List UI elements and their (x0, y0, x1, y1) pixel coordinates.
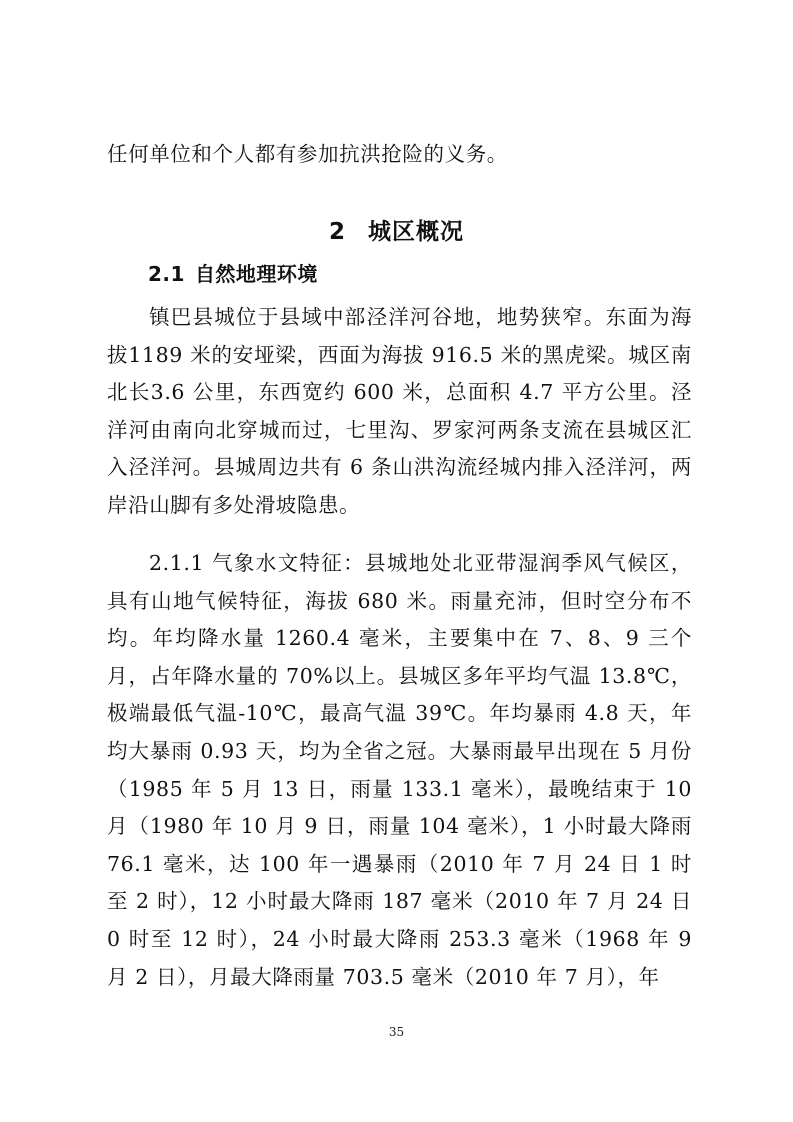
section-heading (0, 214, 793, 250)
section-title: 城区概况 (368, 219, 464, 245)
subsection-title: 自然地理环境 (194, 262, 318, 286)
subsection-number: 2.1 (148, 262, 185, 286)
section-number: 2 (328, 219, 346, 245)
intro-paragraph: 任何单位和个人都有参加抗洪抢险的义务。 (107, 142, 508, 166)
body-paragraph: 2.1.1 气象水文特征：县城地处北亚带湿润季风气候区，具有山地气候特征，海拔 680 米。雨量充沛，但时空分布不均。年均降水量 1260.4 毫米，主要集中在 7、8、9 三个月，占年降水量的 70%以上。县城区多年平均气温 13.8℃，极端最低气温-10℃，最高气温 39℃。年均暴雨 4.8 天，年均大暴雨 0.93 天，均为全省之冠。大暴雨最早出现在 5 月份（1985 年 5 月 13 日，雨量 133.1 毫米），最晚结束于 10 月（1980 年 10 月 9 日，雨量 104 毫米），1 小时最大降雨 76.1 毫米，达 100 年一遇暴雨（2010 年 7 月 24 日 1 时至 2 时），12 小时最大降雨 187 毫米（2010 年 7 月 24 日 0 时至 12 时），24 小时最大降雨 253.3 毫米（1968 年 9 月 2 日），月最大降雨量 703.5 毫米（2010 年 7 月），年 (107, 551, 692, 989)
page-number: 35 (388, 1025, 405, 1039)
subsection-heading (148, 257, 318, 291)
body-paragraph: 镇巴县城位于县域中部泾洋河谷地，地势狭窄。东面为海拔1189 米的安垭梁，西面为海拔 916.5 米的黑虎梁。城区南北长3.6 公里，东西宽约 600 米，总面积 4.7 平方公里。泾洋河由南向北穿城而过，七里沟、罗家河两条支流在县城区汇入泾洋河。县城周边共有 6 条山洪沟流经城内排入泾洋河，两岸沿山脚有多处滑坡隐患。 (107, 305, 692, 517)
